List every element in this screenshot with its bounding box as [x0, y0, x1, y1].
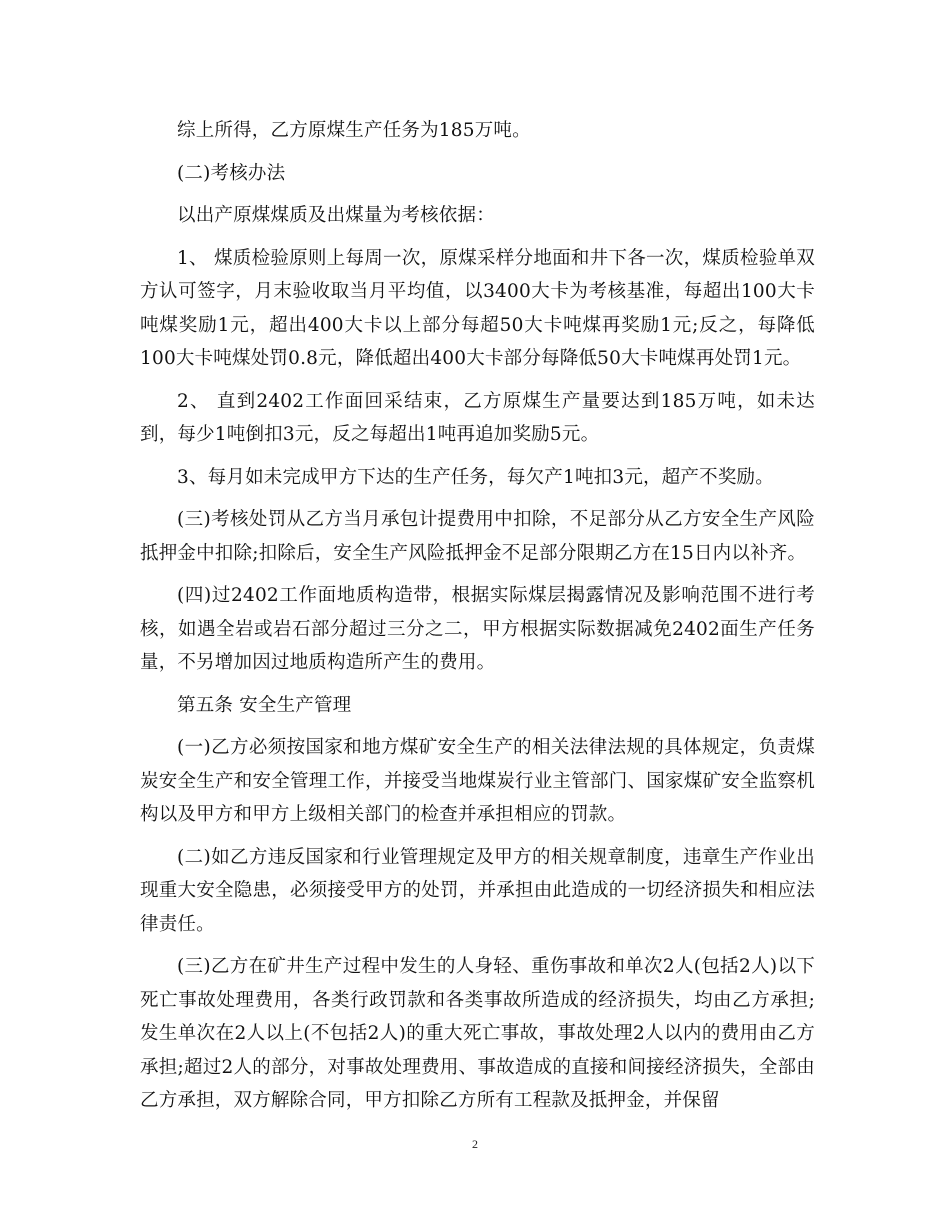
heading-assessment-method: (二)考核办法 [177, 162, 286, 184]
paragraph-geological-structure: (四)过2402工作面地质构造带，根据实际煤层揭露情况及影响范围不进行考核，如遇全岩或岩石部分超过三分之二，甲方根据实际数据减免2402面生产任务量，不另增加因过地质构造所产生的费用。 [140, 585, 815, 673]
paragraph-summary: 综上所得，乙方原煤生产任务为185万吨。 [177, 120, 531, 141]
paragraph-assessment-basis: 以出产原煤煤质及出煤量为考核依据： [177, 205, 495, 226]
paragraph-safety-one: (一)乙方必须按国家和地方煤矿安全生产的相关法律法规的具体规定，负责煤炭安全生产和安全管理工作，并接受当地煤炭行业主管部门、国家煤矿安全监察机构以及甲方和甲方上级相关部门的检查并承担相应的罚款。 [140, 737, 815, 825]
paragraph-coal-quality: 1、 煤质检验原则上每周一次，原煤采样分地面和井下各一次，煤质检验单双方认可签字，月末验收取当月平均值，以3400大卡为考核基准，每超出100大卡吨煤奖励1元，超出400大卡以上部分每超50大卡吨煤再奖励1元;反之，每降低100大卡吨煤处罚0.8元，降低超出400大卡部分每降低50大卡吨煤再处罚1元。 [140, 247, 815, 369]
paragraph-monthly-task: 3、每月如未完成甲方下达的生产任务，每欠产1吨扣3元，超产不奖励。 [177, 466, 774, 488]
heading-article-five: 第五条 安全生产管理 [177, 694, 352, 716]
page-number: 2 [472, 1137, 478, 1151]
document-body [140, 114, 815, 1118]
paragraph-penalty-deduction: (三)考核处罚从乙方当月承包计提费用中扣除，不足部分从乙方安全生产风险抵押金中扣除;扣除后，安全生产风险抵押金不足部分限期乙方在15日内以补齐。 [140, 509, 815, 564]
paragraph-safety-three: (三)乙方在矿井生产过程中发生的人身轻、重伤事故和单次2人(包括2人)以下死亡事故处理费用，各类行政罚款和各类事故所造成的经济损失，均由乙方承担;发生单次在2人以上(不包括2人)的重大死亡事故，事故处理2人以内的费用由乙方承担;超过2人的部分，对事故处理费用、事故造成的直接和间接经济损失，全部由乙方承担，双方解除合同，甲方扣除乙方所有工程款及抵押金，并保留 [140, 956, 815, 1111]
paragraph-production-target: 2、 直到2402工作面回采结束，乙方原煤生产量要达到185万吨，如未达到，每少1吨倒扣3元，反之每超出1吨再追加奖励5元。 [140, 390, 815, 445]
paragraph-safety-two: (二)如乙方违反国家和行业管理规定及甲方的相关规章制度，违章生产作业出现重大安全隐患，必须接受甲方的处罚，并承担由此造成的一切经济损失和相应法律责任。 [140, 846, 815, 935]
